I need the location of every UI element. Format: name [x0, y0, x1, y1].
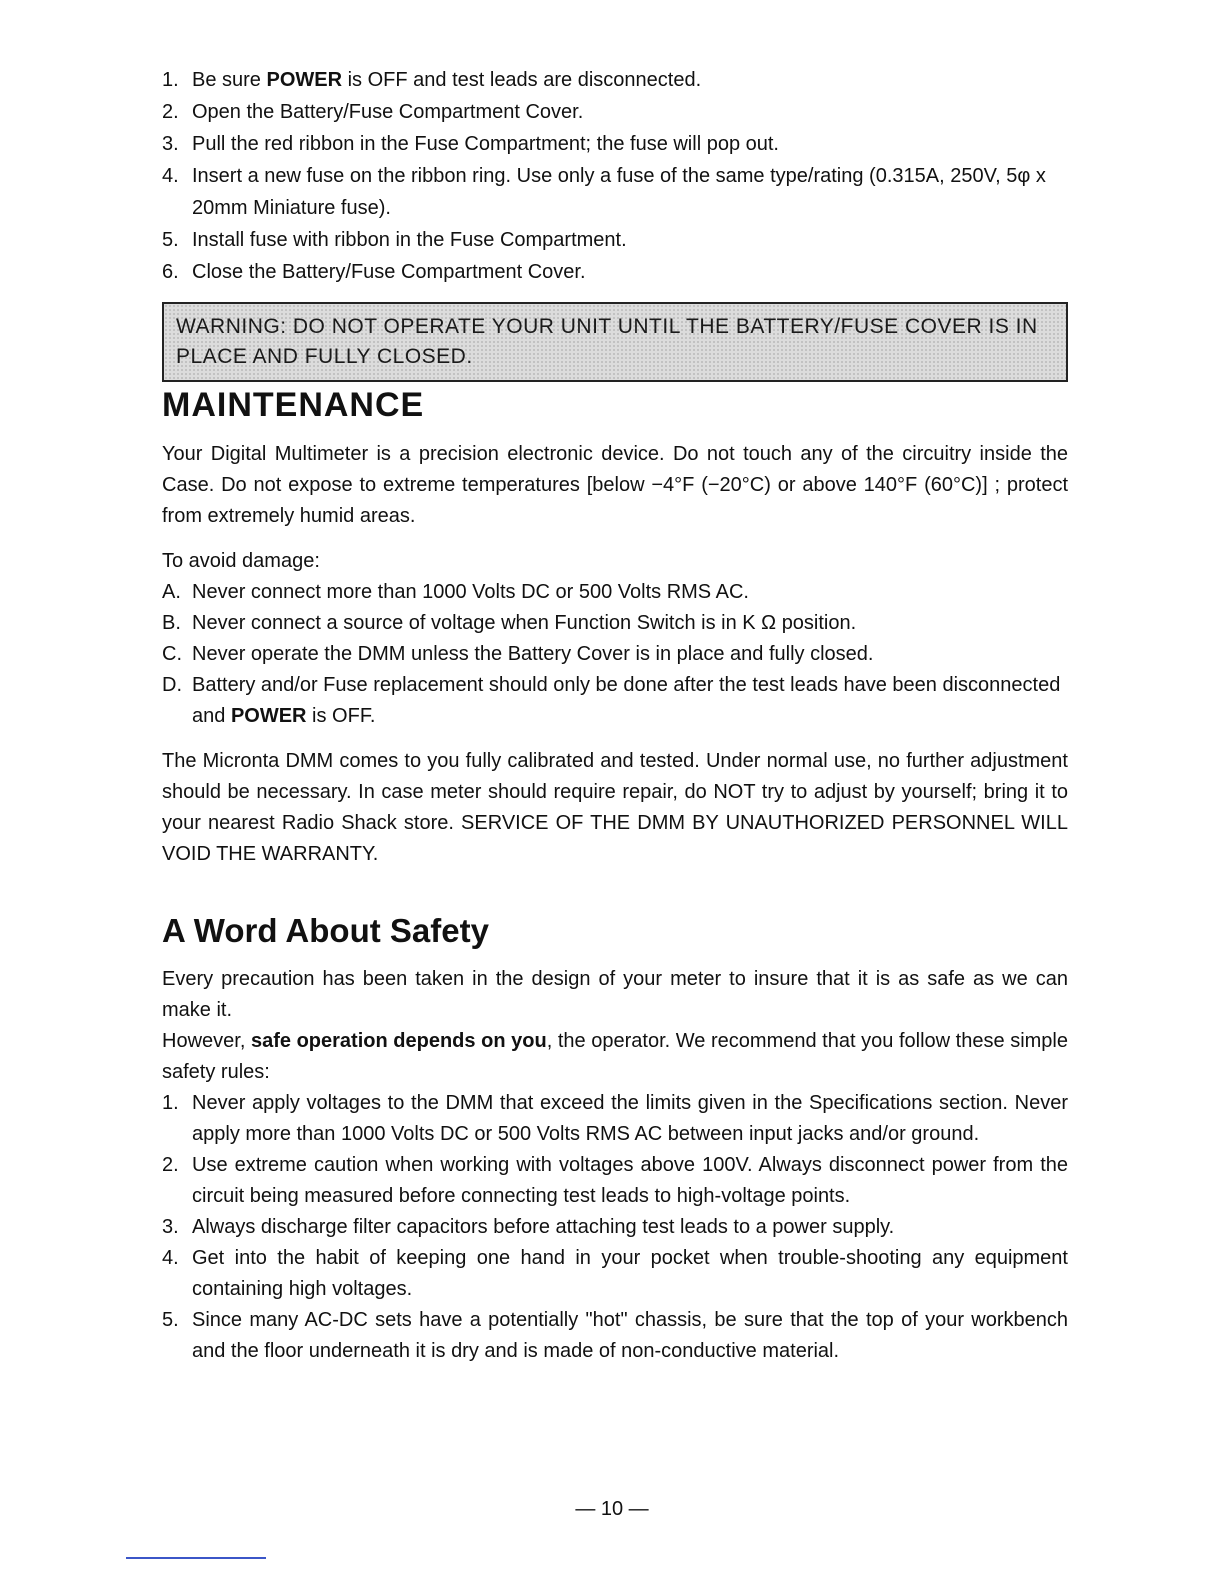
list-item: [162, 224, 1068, 256]
item-text: Never operate the DMM unless the Battery Cover is in place and fully closed.: [192, 643, 874, 665]
paragraph-text: , the operator. We recommend that you follow these simple safety rules:: [162, 1030, 1068, 1083]
maintenance-closing: The Micronta DMM comes to you fully calibrated and tested. Under normal use, no further adjustment should be necessary. In case meter should require repair, do NOT try to adjust by yourself; bring it to your nearest Radio Shack store. SERVICE OF THE DMM BY UNAUTHORIZED PERSONNEL WILL VOID THE WARRANTY.: [162, 750, 1068, 865]
item-letter: A.: [162, 581, 181, 603]
step-emphasis: POWER: [266, 69, 343, 91]
step-text: Be sure: [192, 69, 267, 91]
footer-divider: [126, 1557, 266, 1559]
step-text: Open the Battery/Fuse Compartment Cover.: [192, 101, 584, 123]
warning-box: WARNING: DO NOT OPERATE YOUR UNIT UNTIL THE BATTERY/FUSE COVER IS IN PLACE AND FULLY CLOSED.: [162, 302, 1068, 382]
manual-page: [162, 64, 1068, 1367]
list-item: [162, 1150, 1068, 1212]
paragraph-text: However,: [162, 1030, 251, 1052]
step-number: 5.: [162, 229, 179, 251]
safety-heading: A Word About Safety: [162, 912, 489, 949]
rule-text: Since many AC-DC sets have a potentially "hot" chassis, be sure that the top of your workbench and the floor underneath it is dry and is made of non-conductive material.: [192, 1309, 1068, 1362]
item-letter: B.: [162, 612, 181, 634]
step-text: Pull the red ribbon in the Fuse Compartment; the fuse will pop out.: [192, 133, 779, 155]
list-item: [162, 1243, 1068, 1305]
rule-number: 4.: [162, 1247, 179, 1269]
step-number: 6.: [162, 261, 179, 283]
avoid-damage-label: To avoid damage:: [162, 550, 320, 572]
step-text: Close the Battery/Fuse Compartment Cover.: [192, 261, 586, 283]
list-item: [162, 64, 1068, 96]
list-item: [162, 160, 1068, 224]
step-number: 3.: [162, 133, 179, 155]
item-text: is OFF.: [306, 705, 376, 727]
item-letter: C.: [162, 643, 182, 665]
rule-text: Get into the habit of keeping one hand in your pocket when trouble-shooting any equipment containing high voltages.: [192, 1247, 1068, 1300]
fuse-replacement-steps: [162, 64, 1068, 288]
list-item: [162, 1305, 1068, 1367]
avoid-damage-list: [162, 577, 1068, 732]
rule-text: Never apply voltages to the DMM that exceed the limits given in the Specifications section. Never apply more than 1000 Volts DC or 500 Volts RMS AC between input jacks and/or ground.: [192, 1092, 1068, 1145]
maintenance-intro: Your Digital Multimeter is a precision electronic device. Do not touch any of the circuitry inside the Case. Do not expose to extreme temperatures [below −4°F (−20°C) or above 140°F (60°C)] ; protect from extremely humid areas.: [162, 443, 1068, 527]
rule-text: Use extreme caution when working with voltages above 100V. Always disconnect power from the circuit being measured before connecting test leads to high-voltage points.: [192, 1154, 1068, 1207]
rule-number: 2.: [162, 1154, 179, 1176]
rule-text: Always discharge filter capacitors before attaching test leads to a power supply.: [192, 1216, 895, 1238]
step-number: 1.: [162, 69, 179, 91]
rule-number: 1.: [162, 1092, 179, 1114]
list-item: [162, 577, 1068, 608]
page-number: — 10 —: [575, 1498, 649, 1520]
rule-number: 5.: [162, 1309, 179, 1331]
step-number: 2.: [162, 101, 179, 123]
item-text: Never connect more than 1000 Volts DC or 500 Volts RMS AC.: [192, 581, 749, 603]
item-letter: D.: [162, 674, 182, 696]
list-item: [162, 256, 1068, 288]
maintenance-heading: MAINTENANCE: [162, 386, 425, 424]
safety-rules-list: [162, 1088, 1068, 1367]
list-item: [162, 1212, 1068, 1243]
list-item: [162, 1088, 1068, 1150]
list-item: [162, 128, 1068, 160]
list-item: [162, 639, 1068, 670]
rule-number: 3.: [162, 1216, 179, 1238]
item-text: Never connect a source of voltage when Function Switch is in K Ω position.: [192, 612, 857, 634]
step-text: is OFF and test leads are disconnected.: [342, 69, 702, 91]
step-text: Insert a new fuse on the ribbon ring. Use only a fuse of the same type/rating (0.315A, 250V, 5φ x 20mm Miniature fuse).: [192, 165, 1046, 219]
list-item: [162, 608, 1068, 639]
item-text: Battery and/or Fuse replacement should only be done after the test leads have been disconnected and: [192, 674, 1061, 727]
paragraph-emphasis: safe operation depends on you: [250, 1030, 547, 1052]
step-number: 4.: [162, 165, 179, 187]
item-emphasis: POWER: [230, 705, 307, 727]
list-item: [162, 670, 1068, 732]
safety-intro: Every precaution has been taken in the design of your meter to insure that it is as safe as we can make it.: [162, 968, 1068, 1021]
step-text: Install fuse with ribbon in the Fuse Compartment.: [192, 229, 627, 251]
safety-however: [162, 1026, 1068, 1088]
list-item: [162, 96, 1068, 128]
